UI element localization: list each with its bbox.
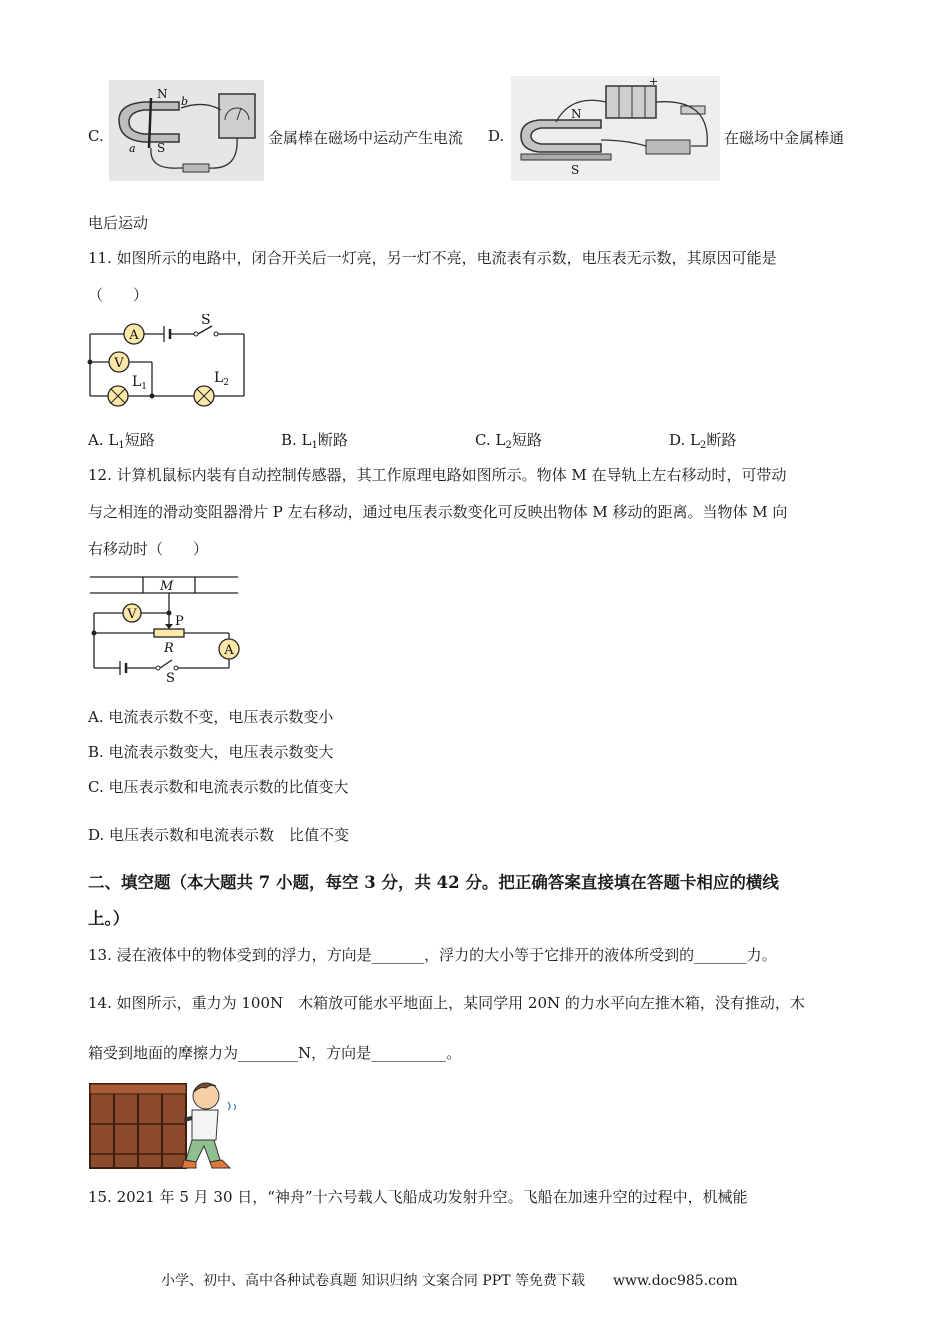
section-heading-line2: 上。） — [88, 909, 130, 928]
q12-p-label: P — [175, 614, 184, 629]
q11-option-a: A. $L_1$短路 — [88, 431, 155, 451]
fig-d-plus: + — [649, 76, 659, 88]
option-c-caption: 金属棒在磁场中运动产生电流 — [268, 129, 464, 147]
q12-voltmeter-label: V — [127, 607, 137, 622]
q11-option-b: B. $L_1$断路 — [281, 431, 348, 451]
q12-stem-line3: 右移动时（ ） — [88, 540, 209, 558]
generator-experiment-image — [109, 80, 264, 181]
q12-stem-line2: 与之相连的滑动变阻器滑片 P 左右移动，通过电压表示数变化可反映出物体 M 移动的距离。当物体 M 向 — [88, 503, 788, 521]
q12-m-label: M — [160, 579, 174, 594]
q11-paren: （ ） — [88, 286, 149, 304]
footer-note: 小学、初中、高中各种试卷真题 知识归纳 文案合同 PPT 等免费下载 www.doc985.com — [161, 1273, 738, 1289]
q12-option-d: D. 电压表示数和电流表示数 比值不变 — [88, 826, 350, 844]
q11-lamp2-sub: 2 — [223, 378, 230, 388]
q14-line2: 箱受到地面的摩擦力为________N，方向是__________。 — [88, 1044, 462, 1062]
fig-c-b: b — [181, 95, 189, 108]
option-d-caption: 在磁场中金属棒通 — [724, 129, 845, 147]
q11-ammeter-label: A — [129, 328, 139, 343]
fig-c-a: a — [129, 142, 136, 155]
svg-text:L1 — [132, 374, 147, 392]
q14-line1: 14. 如图所示，重力为 100N 木箱放可能水平地面上，某同学用 20N 的力水平向左推木箱，没有推动，木 — [88, 994, 805, 1012]
q12-r-label: R — [164, 641, 174, 656]
q11-lamp1-label: L — [132, 374, 142, 390]
q12-option-b: B. 电流表示数变大，电压表示数变大 — [88, 743, 334, 761]
q11-option-c: C. $L_2$短路 — [475, 431, 542, 451]
fig-d-s: S — [571, 163, 580, 177]
q11-stem: 11. 如图所示的电路中，闭合开关后一灯亮，另一灯不亮，电流表有示数，电压表无示数，其原因可能是 — [88, 249, 777, 267]
svg-text:L2 — [214, 370, 229, 388]
q11-lamp2-label: L — [214, 370, 224, 386]
q12-option-a: A. 电流表示数不变，电压表示数变小 — [88, 708, 334, 726]
option-d-label: D. — [488, 127, 505, 145]
q15-text: 15. 2021 年 5 月 30 日，“神舟”十六号载人飞船成功发射升空。飞船在加速升空的过程中，机械能 — [88, 1188, 748, 1206]
q12-circuit-diagram — [88, 572, 246, 684]
fig-c-n: N — [157, 87, 168, 101]
q11-option-d: D. $L_2$断路 — [669, 431, 737, 451]
fig-d-n: N — [571, 107, 582, 121]
q11-lamp1-sub: 1 — [141, 382, 148, 392]
section-heading-line1: 二、填空题（本大题共 7 小题，每空 3 分，共 42 分。把正确答案直接填在答题卡相应的横线 — [88, 873, 779, 892]
option-d-caption-continued: 电后运动 — [88, 214, 149, 232]
q11-switch-label: S — [201, 314, 211, 328]
q11-circuit-diagram — [86, 314, 252, 410]
q12-option-c: C. 电压表示数和电流表示数的比值变大 — [88, 778, 349, 796]
motor-experiment-image — [511, 76, 720, 181]
q13-text: 13. 浸在液体中的物体受到的浮力，方向是_______，浮力的大小等于它排开的液体所受到的_______力。 — [88, 946, 777, 964]
option-c-label: C. — [88, 127, 104, 145]
q12-ammeter-label: A — [224, 643, 234, 658]
q12-stem-line1: 12. 计算机鼠标内装有自动控制传感器，其工作原理电路如图所示。物体 M 在导轨上左右移动时，可带动 — [88, 466, 787, 484]
box-pushing-illustration — [88, 1074, 248, 1174]
q12-switch-label: S — [166, 671, 175, 684]
fig-c-s: S — [157, 141, 166, 155]
q11-voltmeter-label: V — [114, 356, 124, 371]
